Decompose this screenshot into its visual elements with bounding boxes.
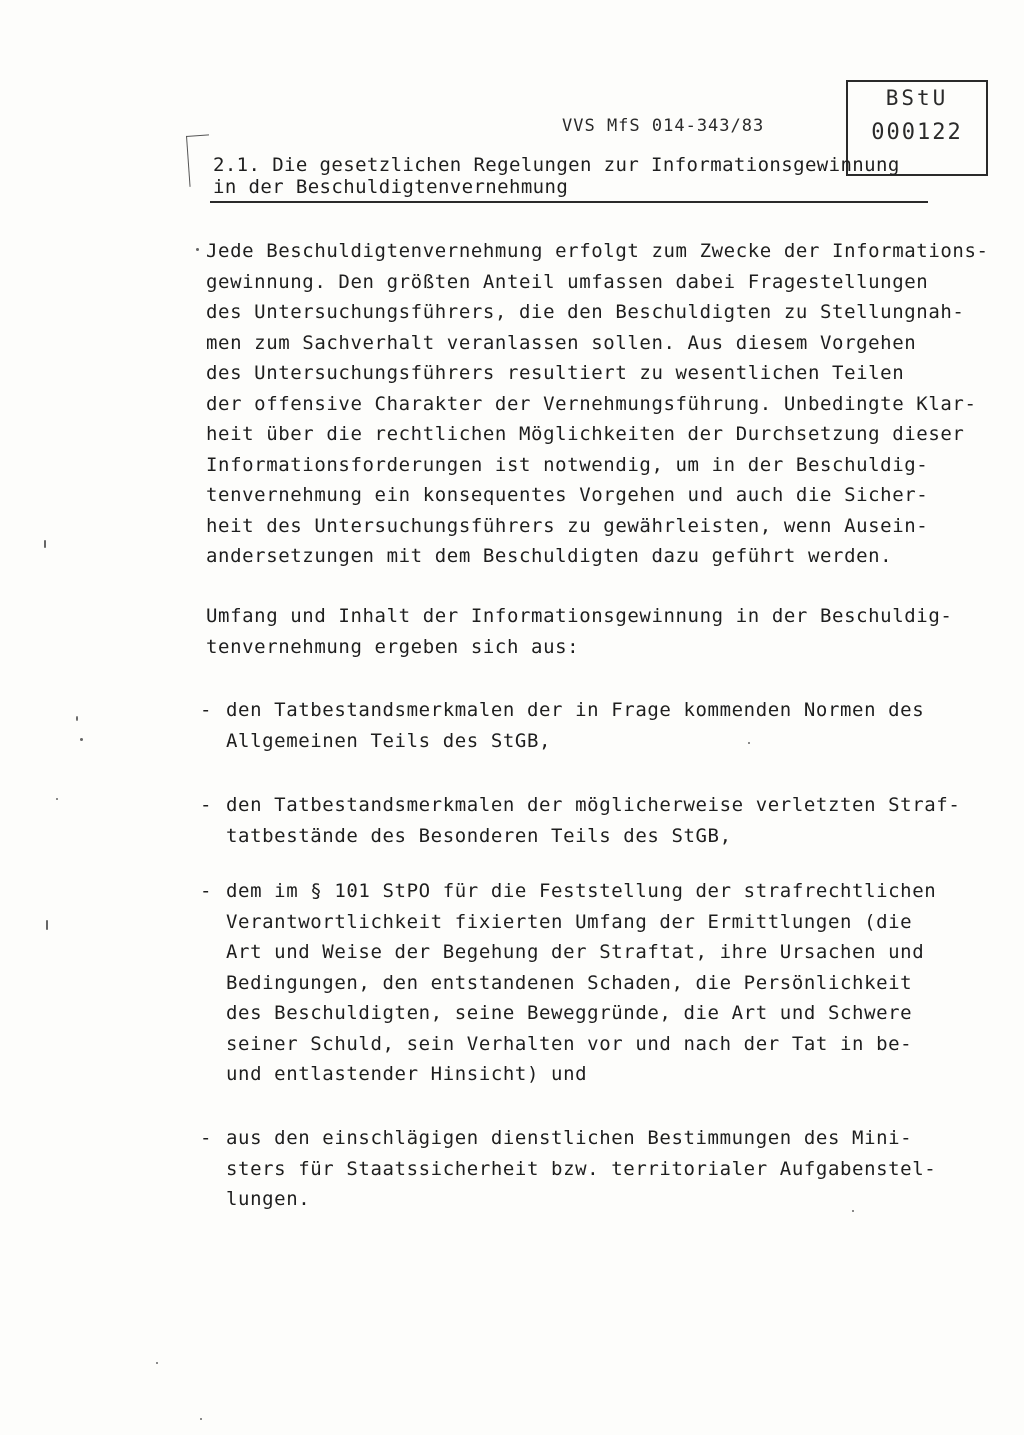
margin-bracket-mark: [186, 134, 213, 186]
list-item: [200, 1123, 990, 1215]
document-reference: VVS MfS 014-343/83: [562, 116, 765, 136]
scan-speck: [748, 742, 750, 744]
list-dash: -: [200, 1127, 213, 1149]
list-item-text: den Tatbestandsmerkmalen der in Frage kommenden Normen des Allgemeinen Teils des StGB,: [226, 699, 925, 752]
list-block-1: [200, 695, 990, 756]
list-item-text: dem im § 101 StPO für die Feststellung der strafrechtlichen Verantwortlichkeit fixierten Umfang der Ermittlungen (die Art und Weise der Begehung der Straftat, ihre Ursachen und Bedingungen, den entstandenen Schaden, die Persönlichkeit des Beschuldigten, seine Beweggründe, die Art und Schwere seiner Schuld, sein Verhalten vor und nach der Tat in be- und entlastender Hinsicht) und: [226, 880, 937, 1085]
stamp-archive-name: BStU: [885, 86, 949, 110]
list-item-text: den Tatbestandsmerkmalen der möglicherweise verletzten Straf- tatbestände des Besonderen Teils des StGB,: [226, 794, 961, 847]
scan-speck: [156, 1362, 158, 1364]
scan-speck: [196, 248, 199, 251]
list-block-4: [200, 1123, 990, 1215]
scan-speck: [200, 1418, 202, 1420]
list-item-text: aus den einschlägigen dienstlichen Bestimmungen des Mini- sters für Staatssicherheit bzw. territorialer Aufgabenstel- lungen.: [226, 1127, 937, 1210]
scan-speck: [852, 1210, 854, 1212]
scan-speck: [76, 716, 78, 721]
list-dash: -: [200, 880, 213, 902]
list-item: [200, 790, 990, 851]
scan-speck: [46, 920, 48, 930]
list-block-3: [200, 876, 990, 1090]
paragraph-scope: Umfang und Inhalt der Informationsgewinnung in der Beschuldig- tenvernehmung ergeben sich aus:: [206, 605, 953, 658]
stamp-page-number: 000122: [871, 120, 963, 145]
list-dash: -: [200, 699, 213, 721]
scan-speck: [44, 540, 46, 548]
list-item: [200, 695, 990, 756]
section-heading-line-2: in der Beschuldigtenvernehmung: [213, 176, 569, 198]
section-heading-line-1: 2.1. Die gesetzlichen Regelungen zur Informationsgewinnung: [213, 154, 900, 176]
section-heading: [213, 154, 933, 198]
paragraph-intro: Jede Beschuldigtenvernehmung erfolgt zum Zwecke der Informations- gewinnung. Den größten Anteil umfassen dabei Fragestellungen des Untersuchungsführers, die den Beschuldigten zu Stellungnah- men zum Sachverhalt veranlassen sollen. Aus diesem Vorgehen des Untersuchungsführers resultiert zu wesentlichen Teilen der offensive Charakter der Vernehmungsführung. Unbedingte Klar- heit über die rechtlichen Möglichkeiten der Durchsetzung dieser Informationsforderungen ist notwendig, um in der Beschuldig- tenvernehmung ein konsequentes Vorgehen und auch die Sicher- heit des Untersuchungsführers zu gewährleisten, wenn Ausein- andersetzungen mit dem Beschuldigten dazu geführt werden.: [206, 240, 989, 567]
list-dash: -: [200, 794, 213, 816]
list-item: [200, 876, 990, 1090]
heading-underline: [210, 201, 928, 203]
scan-speck: [56, 798, 58, 800]
scan-speck: [80, 738, 83, 741]
list-block-2: [200, 790, 990, 851]
